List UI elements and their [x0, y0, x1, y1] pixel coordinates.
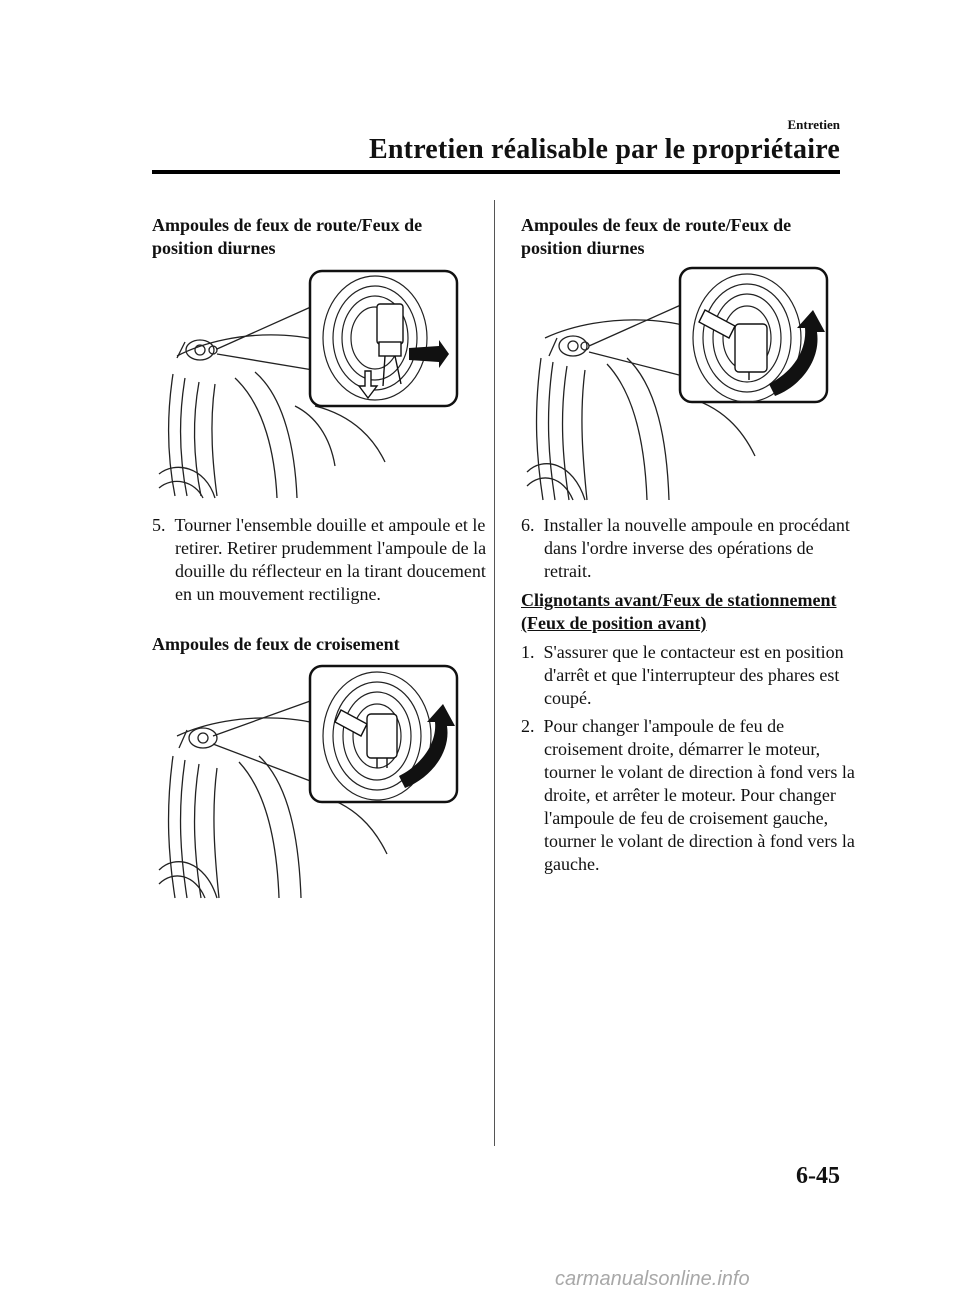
step-5 [152, 514, 495, 606]
left-heading-high-beam: Ampoules de feux de route/Feux de position diurnes [152, 215, 423, 258]
page-title: Entretien réalisable par le propriétaire [369, 134, 840, 165]
subheading-turn-signals: Clignotants avant/Feux de stationnement (Feux de position avant) [521, 590, 837, 633]
header-rule [152, 170, 840, 174]
step-1-text: S'assurer que le contacteur est en position d'arrêt et que l'interrupteur des phares est coupé. [543, 642, 844, 708]
step-2-text: Pour changer l'ampoule de feu de croisement droite, démarrer le moteur, tourner le volant de direction à fond vers la droite, et arrêter le moteur. Pour changer l'ampoule de feu de croisement gauche, tourner le volant de direction à fond vers la gauche. [543, 716, 855, 874]
low-beam-bulb-rotate-illustration [155, 664, 460, 900]
left-heading-low-beam: Ampoules de feux de croisement [152, 634, 400, 654]
step-2 [521, 715, 864, 876]
page-number: 6-45 [796, 1163, 840, 1189]
step-6 [521, 514, 864, 583]
section-label: Entretien [787, 117, 840, 132]
step-1 [521, 641, 864, 710]
step-6-text: Installer la nouvelle ampoule en procédant dans l'ordre inverse des opérations de retrait. [543, 515, 850, 581]
watermark: carmanualsonline.info [555, 1268, 750, 1290]
right-heading-high-beam: Ampoules de feux de route/Feux de position diurnes [521, 215, 792, 258]
column-divider [494, 200, 495, 1146]
step-1-number: 1. [521, 642, 535, 662]
step-6-number: 6. [521, 515, 535, 535]
headlight-bulb-rotate-illustration [523, 266, 830, 502]
step-5-text: Tourner l'ensemble douille et ampoule et le retirer. Retirer prudemment l'ampoule de la douille du réflecteur en la tirant doucement en un mouvement rectiligne. [174, 515, 487, 604]
step-2-number: 2. [521, 716, 535, 736]
step-5-number: 5. [152, 515, 166, 535]
headlight-bulb-removal-illustration [155, 266, 460, 501]
